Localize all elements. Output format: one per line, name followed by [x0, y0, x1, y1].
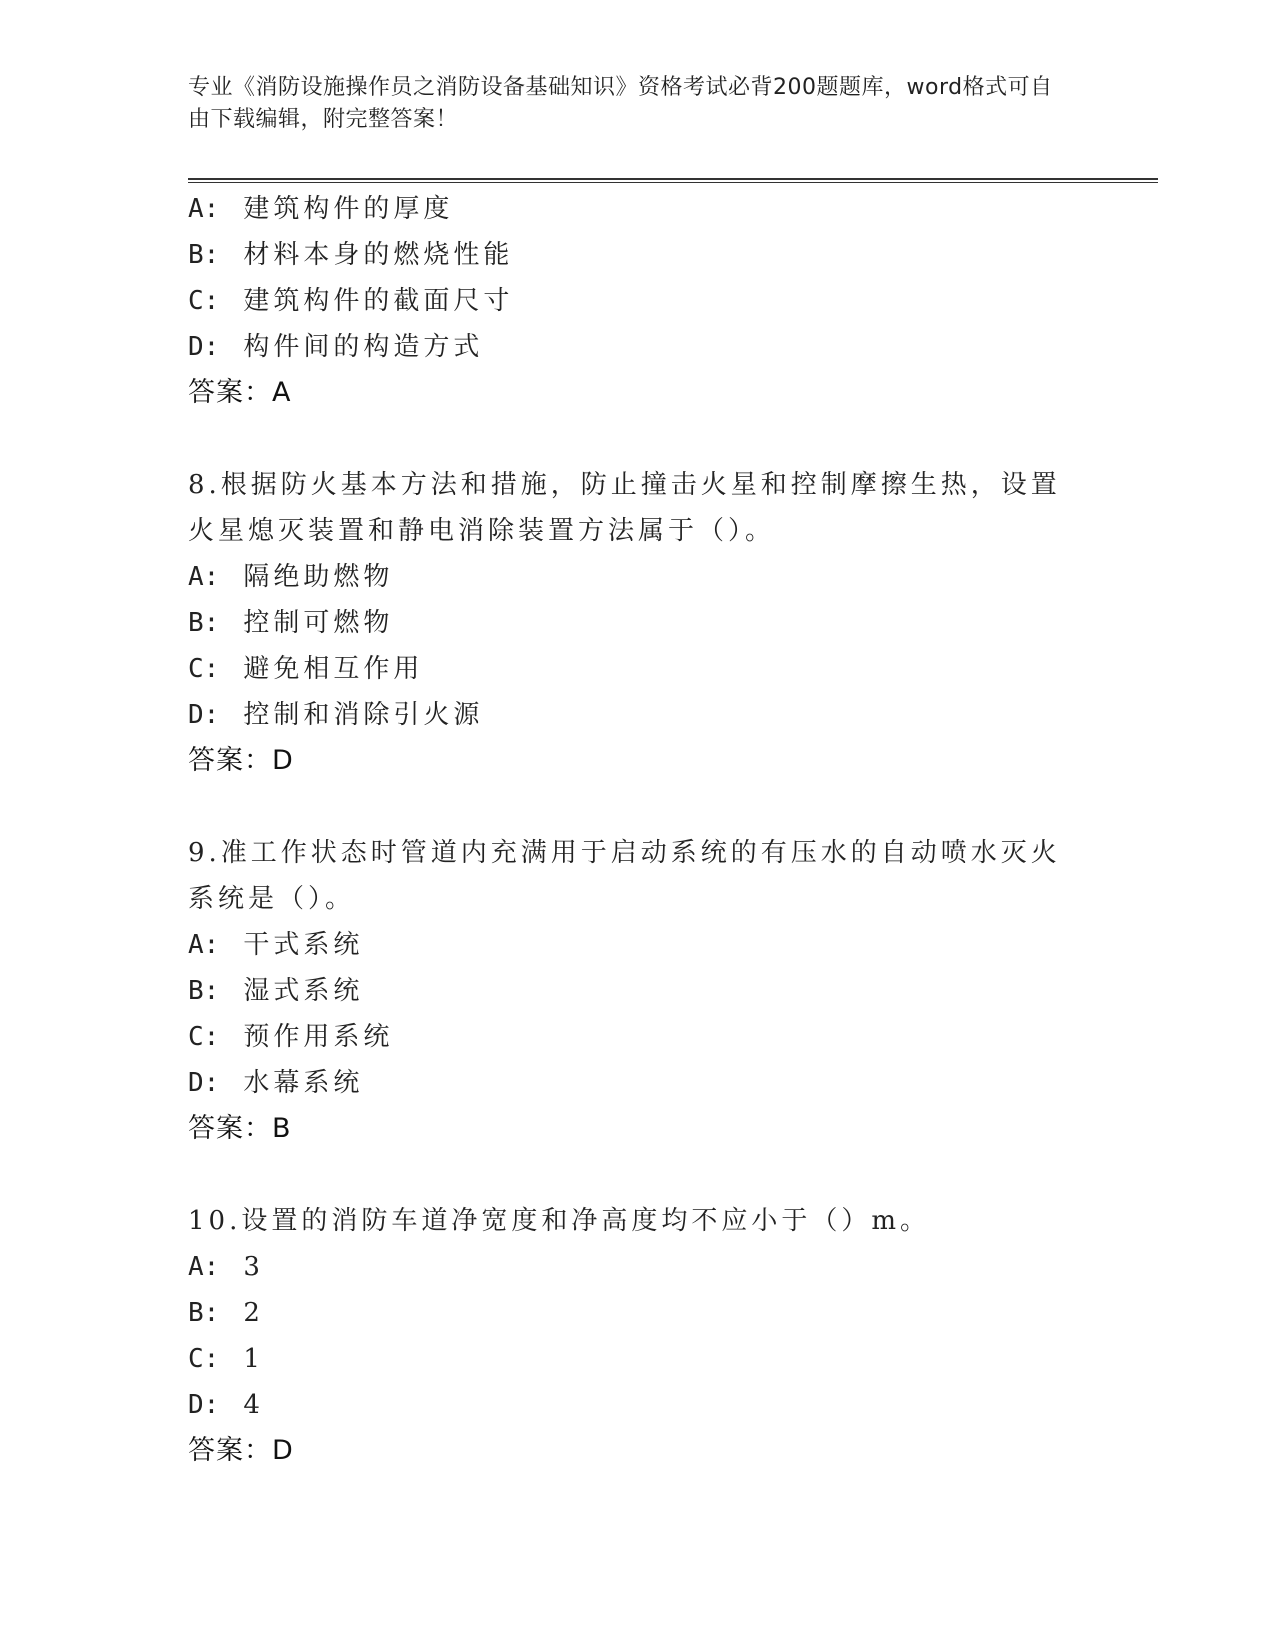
option-letter: D:	[188, 332, 220, 362]
option-letter: B:	[188, 976, 220, 1006]
question-text: 9.准工作状态时管道内充满用于启动系统的有压水的自动喷水灭火系统是（）。	[188, 838, 1061, 914]
option-text: 2	[243, 1298, 264, 1328]
option-text: 隔绝助燃物	[243, 562, 394, 592]
question-text: 10.设置的消防车道净宽度和净高度均不应小于（）m。	[188, 1206, 931, 1236]
option-text: 控制和消除引火源	[243, 700, 484, 730]
option-letter: D:	[188, 1390, 220, 1420]
option-d	[188, 692, 1088, 738]
option-b	[188, 600, 1088, 646]
option-text: 1	[243, 1344, 264, 1374]
option-c	[188, 1014, 1088, 1060]
option-letter: A:	[188, 194, 220, 224]
option-text: 4	[243, 1390, 264, 1420]
option-a	[188, 186, 1088, 232]
question-list	[188, 186, 1088, 1474]
option-letter: C:	[188, 286, 220, 316]
option-text: 预作用系统	[243, 1022, 394, 1052]
answer-line: 答案：B	[188, 1113, 292, 1144]
option-b	[188, 1290, 1088, 1336]
option-text: 建筑构件的厚度	[243, 194, 454, 224]
option-text: 3	[243, 1252, 264, 1282]
option-text: 材料本身的燃烧性能	[243, 240, 514, 270]
option-text: 水幕系统	[243, 1068, 364, 1098]
option-b	[188, 968, 1088, 1014]
option-c	[188, 646, 1088, 692]
option-a	[188, 922, 1088, 968]
question-7	[188, 186, 1088, 416]
option-text: 控制可燃物	[243, 608, 394, 638]
answer-line: 答案：D	[188, 745, 294, 776]
question-text: 8.根据防火基本方法和措施，防止撞击火星和控制摩擦生热，设置火星熄灭装置和静电消除装置方法属于（）。	[188, 470, 1061, 546]
option-letter: D:	[188, 1068, 220, 1098]
option-letter: C:	[188, 1022, 220, 1052]
option-text: 避免相互作用	[243, 654, 424, 684]
option-a	[188, 554, 1088, 600]
option-letter: B:	[188, 608, 220, 638]
option-text: 湿式系统	[243, 976, 364, 1006]
option-text: 干式系统	[243, 930, 364, 960]
question-8	[188, 462, 1088, 784]
answer-line: 答案：A	[188, 377, 292, 408]
option-c	[188, 1336, 1088, 1382]
option-letter: B:	[188, 240, 220, 270]
question-9	[188, 830, 1088, 1152]
option-letter: B:	[188, 1298, 220, 1328]
option-letter: C:	[188, 1344, 220, 1374]
option-a	[188, 1244, 1088, 1290]
option-letter: A:	[188, 562, 220, 592]
option-d	[188, 1382, 1088, 1428]
option-letter: A:	[188, 1252, 220, 1282]
document-header: 专业《消防设施操作员之消防设备基础知识》资格考试必背200题题库，word格式可自由下载编辑，附完整答案！	[188, 75, 1053, 132]
option-d	[188, 1060, 1088, 1106]
answer-line: 答案：D	[188, 1435, 294, 1466]
question-10	[188, 1198, 1088, 1474]
option-letter: D:	[188, 700, 220, 730]
option-letter: C:	[188, 654, 220, 684]
header-divider	[188, 178, 1158, 183]
option-b	[188, 232, 1088, 278]
option-text: 建筑构件的截面尺寸	[243, 286, 514, 316]
option-letter: A:	[188, 930, 220, 960]
option-c	[188, 278, 1088, 324]
option-d	[188, 324, 1088, 370]
option-text: 构件间的构造方式	[243, 332, 484, 362]
